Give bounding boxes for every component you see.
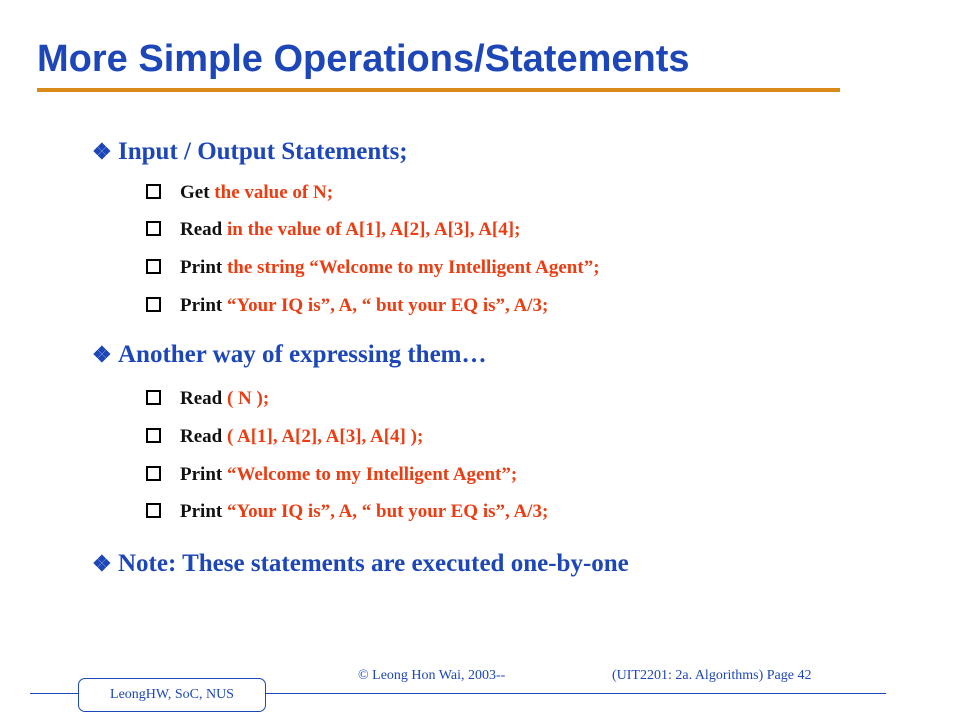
diamond-bullet-icon: ❖: [92, 139, 112, 164]
item-argument: “Welcome to my Intelligent Agent”;: [222, 464, 518, 485]
section-heading-text: Input / Output Statements;: [118, 138, 408, 165]
section-heading-alternative: [92, 340, 487, 370]
list-item: [146, 500, 548, 524]
diamond-bullet-icon: ❖: [92, 551, 112, 576]
checkbox-bullet-icon: [146, 428, 161, 443]
section-heading-text: Another way of expressing them…: [118, 341, 487, 368]
item-keyword: Read: [180, 426, 223, 447]
section-heading-io: [92, 137, 408, 167]
list-item: [146, 463, 517, 487]
checkbox-bullet-icon: [146, 466, 161, 481]
checkbox-bullet-icon: [146, 297, 161, 312]
list-item: [146, 256, 600, 280]
checkbox-bullet-icon: [146, 390, 161, 405]
section-heading-text: Note: These statements are executed one-by-one: [118, 550, 629, 577]
item-argument: ( A[1], A[2], A[3], A[4] );: [222, 426, 424, 447]
list-item: [146, 218, 520, 242]
list-item: [146, 181, 333, 205]
title-underline: [37, 88, 840, 92]
item-argument: “Your IQ is”, A, “ but your EQ is”, A/3;: [222, 501, 549, 522]
list-item: [146, 387, 269, 411]
item-keyword: Print: [180, 295, 223, 316]
section-heading-note: [92, 549, 629, 579]
item-keyword: Read: [180, 219, 223, 240]
checkbox-bullet-icon: [146, 184, 161, 199]
item-argument: the value of N;: [209, 182, 334, 203]
checkbox-bullet-icon: [146, 221, 161, 236]
checkbox-bullet-icon: [146, 503, 161, 518]
item-argument: ( N );: [222, 388, 270, 409]
footer-copyright: © Leong Hon Wai, 2003--: [358, 668, 506, 683]
list-item: [146, 294, 548, 318]
item-keyword: Get: [180, 182, 210, 203]
item-keyword: Print: [180, 257, 223, 278]
item-keyword: Read: [180, 388, 223, 409]
item-argument: in the value of A[1], A[2], A[3], A[4];: [222, 219, 521, 240]
item-argument: “Your IQ is”, A, “ but your EQ is”, A/3;: [222, 295, 549, 316]
diamond-bullet-icon: ❖: [92, 342, 112, 367]
slide-title: More Simple Operations/Statements: [37, 38, 690, 80]
item-argument: the string “Welcome to my Intelligent Agent”;: [222, 257, 600, 278]
footer-author-box: LeongHW, SoC, NUS: [78, 678, 266, 712]
checkbox-bullet-icon: [146, 259, 161, 274]
list-item: [146, 425, 423, 449]
item-keyword: Print: [180, 464, 223, 485]
item-keyword: Print: [180, 501, 223, 522]
footer-page-number: (UIT2201: 2a. Algorithms) Page 42: [612, 668, 812, 683]
